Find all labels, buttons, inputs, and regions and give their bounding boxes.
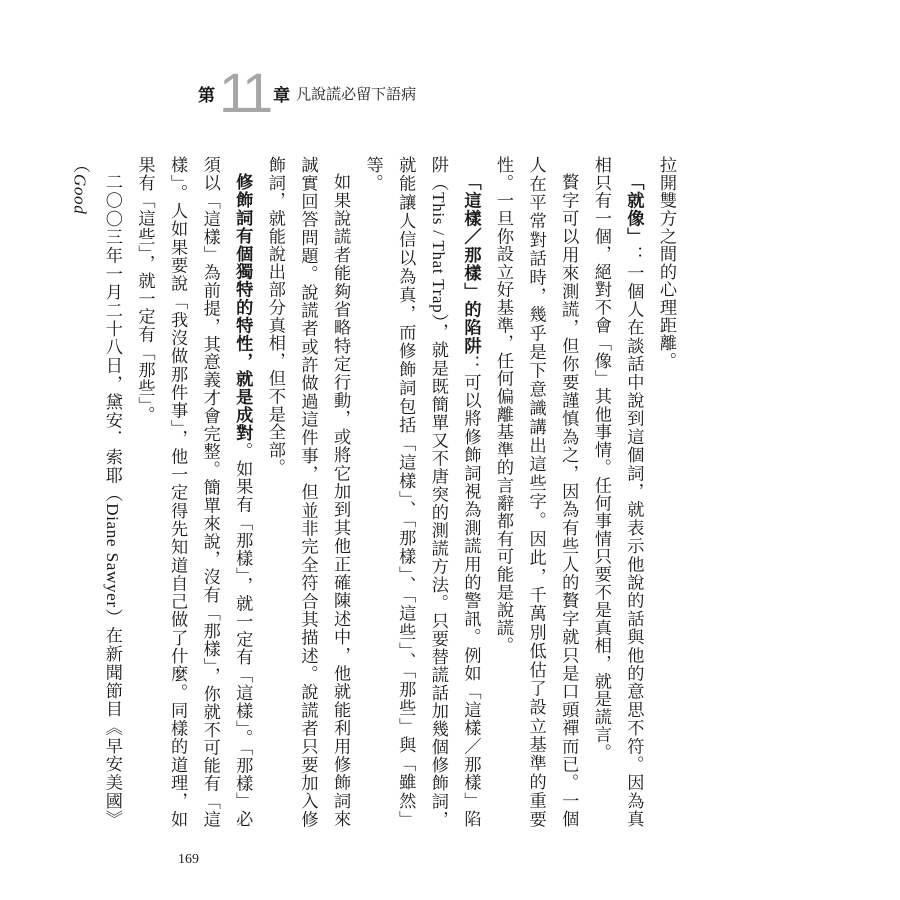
paragraph-5-text: 如果說謊者能夠省略特定行動，或將它加到其他正確陳述中，他就能利用修飾詞來誠實回答問題。說謊者或許做過這件事，但並非完全符合其描述。說謊者只要加入修飾詞，就能說出部分真相，但不是全部。	[264, 156, 351, 828]
paragraph-3-text: 贅字可以用來測謊，但你要謹慎為之，因為有些人的贅字就只是口頭禪而已。一個人在平常對話時，幾乎是下意識講出這些字。因此，千萬別低估了設立基準的重要性。一旦你設立好基準，任何偏離基準的言辭都有可能是說謊。	[493, 156, 579, 828]
paragraph-1	[649, 156, 682, 828]
paragraph-4-text-a: ：可以將修飾詞視為測謊用的警訊。例如「這樣／那樣」陷阱（	[427, 156, 481, 828]
paragraph-6-text: 。如果有「那樣」，就一定有「這樣」。「那樣」必須以「這樣」為前提，其意義才會完整。簡單來說，沒有「那樣」，你就不可能有「這樣」。人如果要說「我沒做那件事」，他一定得先知道自己做了什麼。同樣的道理，如果有「這些」，就一定有「那些」。	[134, 156, 253, 829]
paragraph-7-text-b: ）在新聞節目《早安美國》（	[69, 156, 122, 828]
paragraph-4-text-b: ），就是既簡單又不唐突的測謊方法。只要替謊話加幾個修飾詞，就能讓人信以為真，而修飾詞包括「這樣」、「那樣」、「這些」、「那些」與「雖然」等。	[362, 156, 448, 828]
chapter-prefix: 第	[198, 85, 215, 106]
paragraph-1-text: 拉開雙方之間的心理距離。	[656, 156, 676, 370]
page-number: 169	[178, 852, 199, 867]
paragraph-2	[584, 156, 649, 828]
paragraph-7-text-a: 二〇〇三年一月二十八日，黛安．索耶（	[101, 173, 122, 504]
paragraph-7	[63, 156, 128, 828]
paragraph-4-latin: This / That Trap	[428, 192, 448, 314]
paragraph-7-latin-italic: Good	[70, 173, 90, 215]
running-header	[198, 58, 416, 128]
chapter-number: 11	[219, 61, 270, 124]
paragraph-6	[128, 156, 258, 828]
chapter-title: 凡說謊必留下語病	[296, 84, 417, 103]
paragraph-3	[486, 156, 584, 828]
paragraph-5	[258, 156, 356, 828]
paragraph-2-text: ：一個人在談話中說到這個詞，就表示他說的話與他的意思不符。因為真相只有一個，絕對不會「像」其他事情。任何事情只要不是真相，就是謊言。	[590, 156, 644, 828]
paragraph-7-latin: Diane Sawyer	[102, 503, 122, 608]
term-jiuxiang: 「就像」	[623, 173, 644, 246]
vertical-body-text	[63, 156, 682, 828]
term-modifier-pairs: 修飾詞有個獨特的特性，就是成對	[232, 173, 253, 442]
term-this-that-trap: 「這樣／那樣」的陷阱	[460, 173, 481, 356]
chapter-suffix: 章	[273, 85, 291, 106]
paragraph-4	[356, 156, 486, 828]
